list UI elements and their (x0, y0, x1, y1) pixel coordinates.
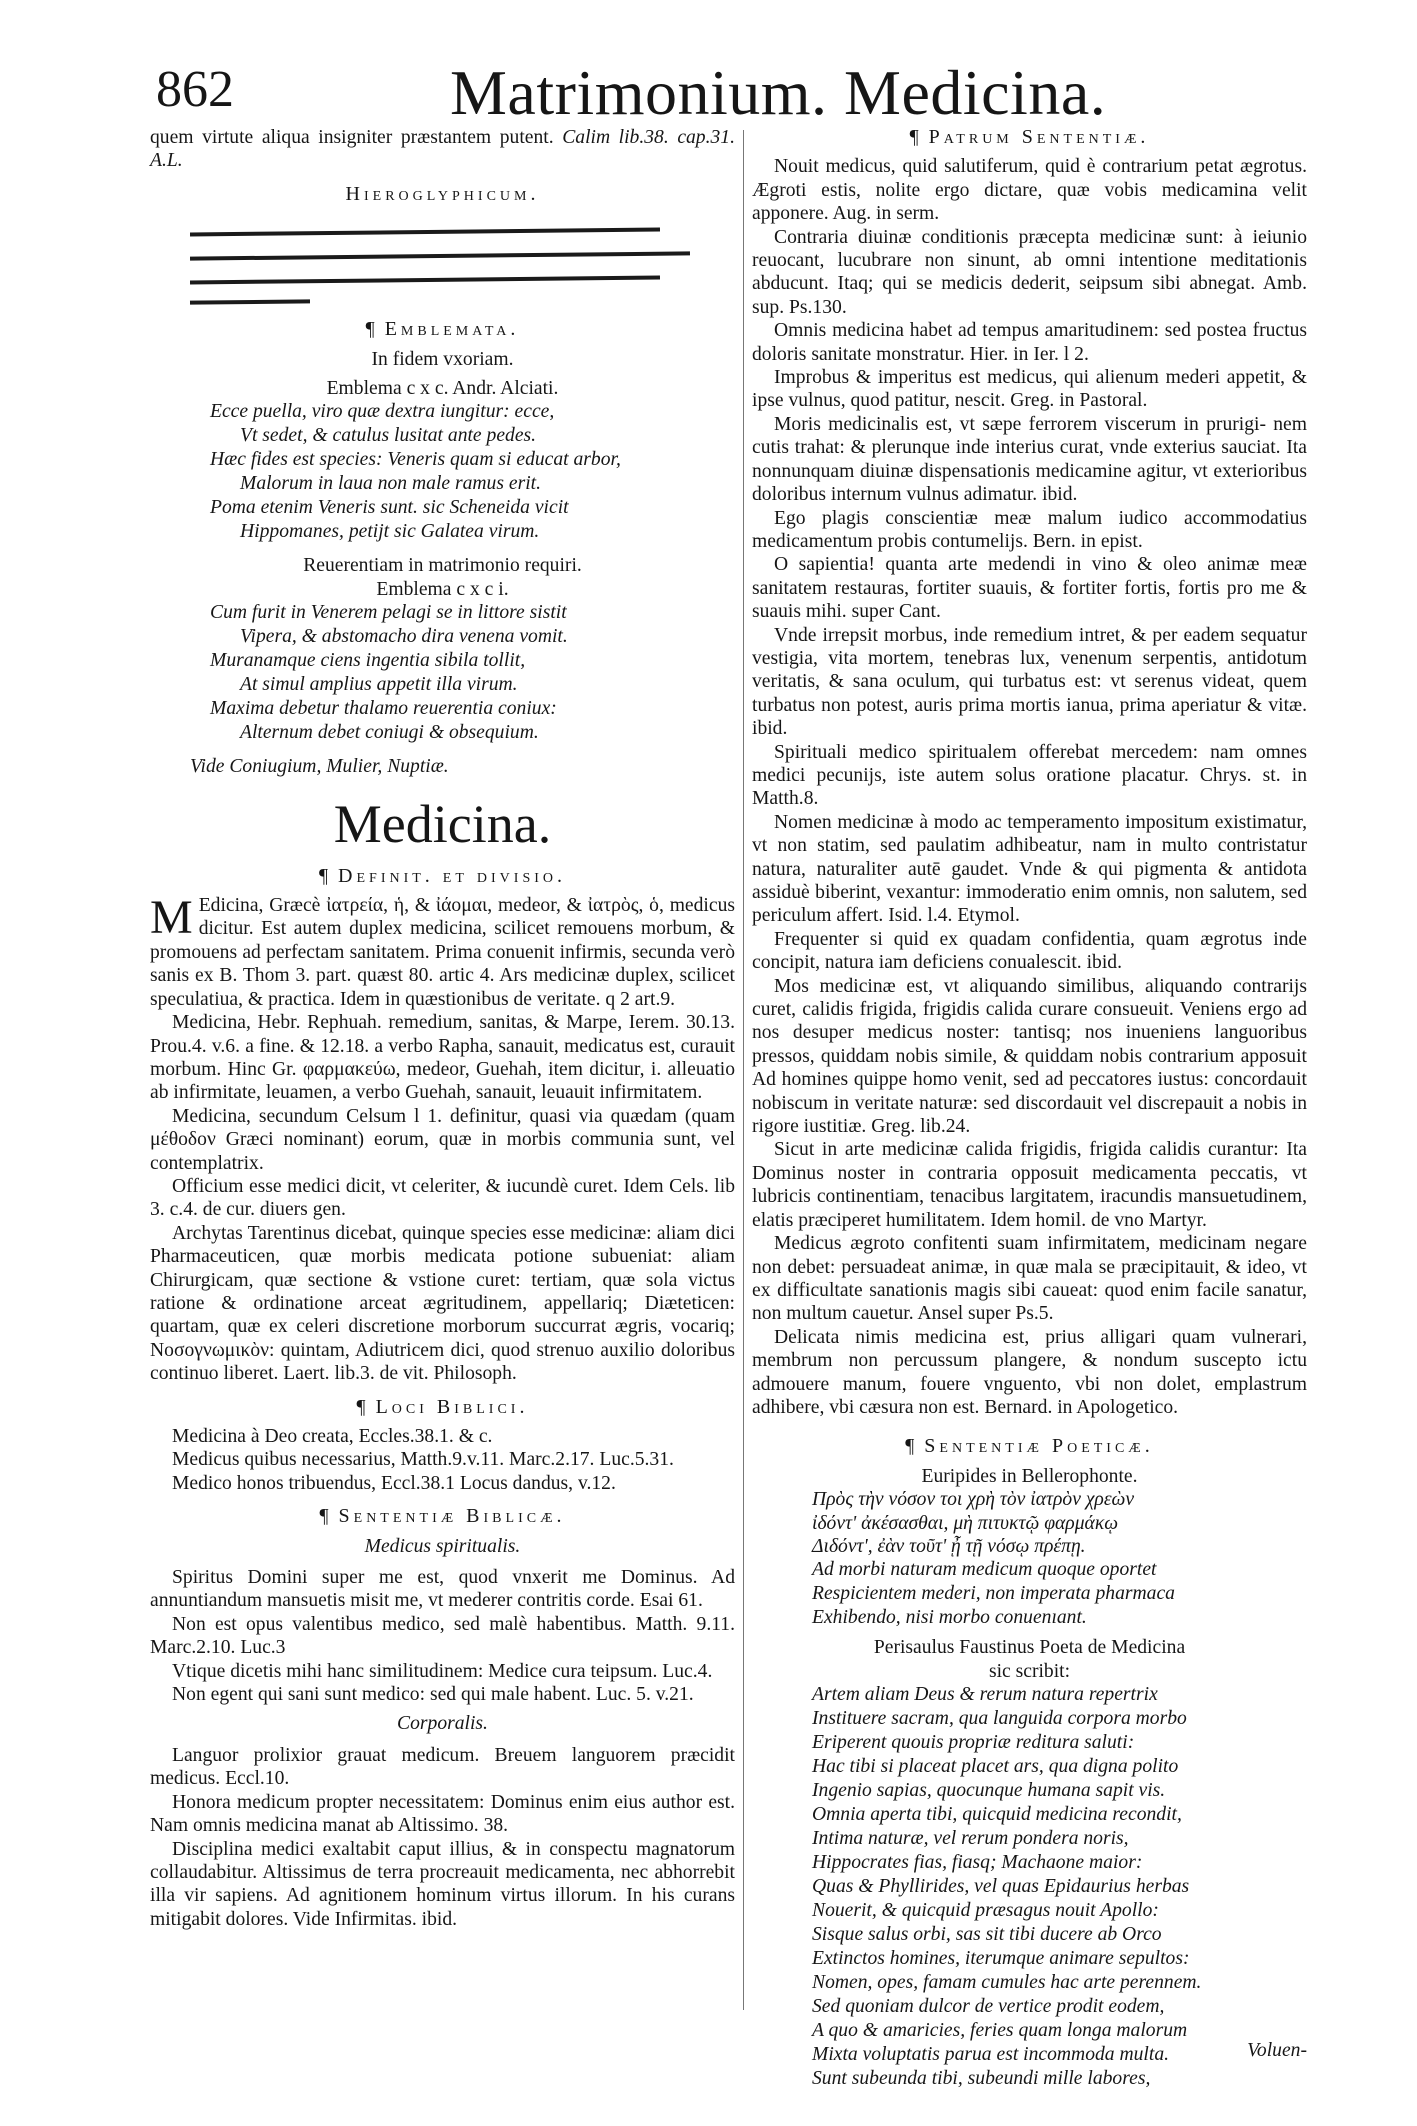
verse-line: Extinctos homines, iterumque animare sepultos: (812, 1948, 1190, 1970)
verse-line: Hippomanes, petijt sic Galatea virum. (240, 521, 540, 543)
verse-line: Mixta voluptatis parua est incommoda multa. (812, 2044, 1170, 2066)
page-number: 862 (156, 61, 234, 118)
verse-line: Alternum debet coniugi & obsequium. (240, 722, 539, 744)
drop-cap: M (150, 891, 193, 945)
biblical-paragraph: Honora medicum propter necessitatem: Dominus enim eius author est. Nam omnis medicina manat ab Altissimo. 38. (150, 1791, 735, 1837)
strike-line (190, 228, 660, 237)
emblem-topic: Reuerentiam in matrimonio requiri. (303, 555, 582, 577)
verse-line: Intima naturæ, vel rerum pondera noris, (812, 1828, 1129, 1850)
loci-line: Medicus quibus necessarius, Matth.9.v.11. Marc.2.17. Luc.5.31. (172, 1449, 674, 1471)
verse-line: Muranamque ciens ingentia sibila tollit, (210, 650, 526, 672)
struck-through-passage (150, 212, 735, 308)
verse-line: Instituere sacram, qua languida corpora morbo (812, 1708, 1187, 1730)
emblem-title: Emblema c x c. Andr. Alciati. (326, 378, 559, 400)
biblical-paragraph: Non est opus valentibus medico, sed malè habentibus. Matth. 9.11. Marc.2.10. Luc.3 (150, 1613, 735, 1659)
patrum-paragraph: O sapientia! quanta arte medendi in vino & oleo animæ meæ sanitatem restauras, fortiter suauis, & fortiter fortis, fortis pro me & suauis mihi. super Cant. (752, 554, 1307, 623)
subheading-corporalis: Corporalis. (397, 1713, 488, 1735)
loci-line: Medico honos tribuendus, Eccl.38.1 Locus dandus, v.12. (172, 1472, 616, 1494)
verse-line: Eriperent quouis propriæ reditura saluti: (812, 1732, 1135, 1754)
verse-line: Exhibendo, nisi morbo conuenıant. (812, 1607, 1087, 1629)
biblical-paragraph: Spiritus Domini super me est, quod vnxerit me Dominus. Ad annuntiandum mansuetis misit me, vt mederer contritis corde. Esai 61. (150, 1567, 735, 1612)
patrum-paragraph: Vnde irrepsit morbus, inde remedium intret, & per eadem sequatur vestigia, vita mortem, tenebras lux, venenum serpentis, antidotum veritatis, & sana oculum, qui turbatus est: vt serenus videat, quem turbatus non potest, auris prima mortis ianua, prima aperiatur & vitæ. ibid. (752, 624, 1307, 740)
greek-verse: ἰδόντ' ἀκέσασθαι, μὴ πιτυκτῷ φαρμάκῳ (812, 1512, 1119, 1534)
definit-paragraph: M Edicina, Græcè ἰατρεία, ἡ, & ἰάομαι, medeor, & ἰατρὸς, ὁ, medicus dicitur. Est autem duplex medicina, scilicet remouens morbum, & promouens ad perfectam sanitatem. Prima conuenit infirmis, secunda verò sanis ex B. Thom 3. part. quæst 80. artic 4. Ars medicinæ duplex, scilicet speculatiua, & practica. Idem in quæstionibus de veritate. q 2 art.9. (150, 891, 735, 1010)
patrum-paragraph: Improbus & imperitus est medicus, qui alienum mederi appetit, & ipse vulnus, quod patitur, nescit. Greg. in Pastoral. (752, 367, 1307, 412)
definit-paragraph: Medicina, secundum Celsum l 1. definitur, quasi via quædam (quam μέθοδον Græci nominant) eorum, quæ in morbis communia sunt, vel contemplatrix. (150, 1105, 735, 1174)
definit-paragraph: Officium esse medici dicit, vt celeriter, & iucundè curet. Idem Cels. lib 3. c.4. de cur. diuers gen. (150, 1175, 735, 1221)
right-column (752, 126, 1307, 2091)
patrum-paragraph: Omnis medicina habet ad tempus amaritudinem: sed postea fructus doloris sanitate monstratur. Hier. in Ier. l 2. (752, 320, 1307, 365)
verse-line: Nouerit, & quicquid præsagus nouit Apollo: (812, 1900, 1159, 1922)
verse-line: Quas & Phyllirides, vel quas Epidaurius herbas (812, 1876, 1190, 1898)
emblem-verses (150, 601, 735, 745)
verse-line: Maxima debetur thalamo reuerentia coniux: (210, 698, 557, 720)
verse-line: Ad morbi naturam medicum quoque oportet (812, 1559, 1157, 1581)
left-column (150, 126, 735, 1931)
emblem-title: Emblema c x c i. (376, 578, 509, 600)
loci-line: Medicina à Deo creata, Eccles.38.1. & c. (172, 1426, 493, 1447)
subheading-spiritualis: Medicus spiritualis. (364, 1535, 521, 1557)
patrum-paragraph: Spirituali medico spiritualem offerebat mercedem: nam omnes medici pecunijs, iste autem solus oratione placatur. Chrys. st. in Matth.8. (752, 741, 1307, 810)
loci-biblici-heading: ¶ Loci Biblici. (356, 1395, 529, 1418)
hieroglyphicum-heading: Hieroglyphicum. (345, 182, 540, 205)
biblical-paragraph: Disciplina medici exaltabit caput illius, & in conspectu magnatorum collaudabitur. Altissimus de terra procreauit medicamenta, nec abhorrebit illa vir sapiens. Ad agnitionem hominum virtus illorum. In his curans mitigabit dolores. Vide Infirmitas. ibid. (150, 1838, 735, 1930)
verse-line: Sisque salus orbi, sas sit tibi ducere ab Orco (812, 1924, 1162, 1946)
patrum-paragraph: Moris medicinalis est, vt sæpe ferrorem viscerum in prurigi- nem cutis trahat: & plerunque inde interius curat, vnde exterius sauciat. Ita nonnunquam diuinæ dispensationis medicamine agitur, vt exterioribus doloribus internum vulnus adimatur. ibid. (752, 413, 1307, 506)
column-divider (743, 130, 744, 2010)
biblical-paragraph: Vtique dicetis mihi hanc similitudinem: Medice cura teipsum. Luc.4. (172, 1660, 713, 1682)
running-title: Matrimonium. Medicina. (450, 57, 1107, 128)
patrum-paragraph: Ego plagis conscientiæ meæ malum iudico accommodatius medicamentum probis contumelijs. Bern. in epist. (752, 507, 1307, 552)
patrum-heading: ¶ Patrum Sententiæ. (909, 126, 1150, 148)
verse-line: Ingenio sapias, quocunque humana sapit vis. (812, 1780, 1166, 1802)
verse-line: Hac tibi si placeat placet ars, qua digna polito (812, 1756, 1179, 1778)
emblem-topic: In fidem vxoriam. (371, 348, 514, 370)
biblical-paragraph: Languor prolixior grauat medicum. Breuem languorem præcidit medicus. Eccl.10. (150, 1744, 735, 1790)
verse-line: Hippocrates fias, fiasq; Machaone maior: (812, 1852, 1143, 1874)
verse-line: Artem aliam Deus & rerum natura repertrix (812, 1684, 1158, 1706)
verse-line: Nomen, opes, famam cumules hac arte perennem. (812, 1972, 1202, 1994)
patrum-paragraph: Sicut in arte medicinæ calida frigidis, frigida calidis curantur: Ita Dominus noster in contraria opposuit medicamenta peccatis, vt lubricis continentiam, tenacibus largitatem, iracundis mansuetudinem, elatis præciperet humilitatem. Idem homil. de vno Martyr. (752, 1139, 1307, 1231)
perisaulus-verses (752, 1683, 1307, 2091)
strike-line (190, 252, 690, 261)
verse-line: Sunt subeunda tibi, subeundi mille labores, (812, 2068, 1151, 2090)
definit-paragraph: Medicina, Hebr. Rephuah. remedium, sanitas, & Marpe, Ierem. 30.13. Prou.4. v.6. a fine. & 12.18. a verbo Rapha, sanauit, medicatus est, curauit morbum. Hinc Gr. φαρμακεύω, medeor, Guehah, item dicitur, i. alleuatio ab infirmitate, leuamen, a verbo Guehah, sanauit, leuauit infirmitatem. (150, 1012, 735, 1104)
intro-line: quem virtute aliqua insigniter præstantem putent. Calim lib.38. cap.31. A.L. (150, 127, 735, 172)
definit-heading: ¶ Definit. et divisio. (318, 864, 567, 887)
patrum-paragraph: Frequenter si quid ex quadam confidentia, quam ægrotus inde concipit, natura iam deficiens conualescit. ibid. (752, 928, 1307, 974)
verse-line: Malorum in laua non male ramus erit. (240, 473, 541, 495)
greek-verse: Πρὸς τὴν νόσον τοι χρὴ τὸν ἰατρὸν χρεὼν (812, 1489, 1135, 1511)
patrum-paragraph: Delicata nimis medicina est, prius alligari quam vulnerari, membrum non percussum plangere, & nondum suscepto ictu admouere manum, fouere vnguento, vbi non dolet, emplastrum adhibere, vbi cæsura non est. Bernard. in Apologetico. (752, 1326, 1307, 1418)
sententiae-poeticae-heading: ¶ Sententiæ Poeticæ. (905, 1435, 1154, 1458)
catchword: Voluen- (1247, 2040, 1307, 2061)
verse-line: Ecce puella, viro quæ dextra iungitur: ecce, (210, 401, 555, 423)
verse-line: Sed quoniam dulcor de vertice prodit eodem, (812, 1996, 1165, 2018)
emblem-verses (150, 400, 735, 544)
emblemata-heading: ¶ Emblemata. (365, 318, 520, 341)
patrum-paragraph: Mos medicinæ est, vt aliquando similibus, aliquando contrarijs curet, calidis frigida, frigidis calida curare consueuit. Veniens ergo ad nos desuper medicus noster: tantisq; nos inueniens languoribus pressos, quiddam nobis simile, & quiddam nobis contrarium apposuit Ad homines quippe homo venit, sed ad peccatores iustus: concordauit nobiscum in veritate naturæ: sed discordauit vel discrepauit a nobis in rigore iustitiæ. Greg. lib.24. (752, 975, 1307, 1138)
verse-line: Vt sedet, & catulus lusitat ante pedes. (240, 425, 537, 447)
strike-line (190, 300, 310, 305)
poem-source-subtitle: sic scribit: (988, 1660, 1071, 1682)
biblical-paragraph: Non egent qui sani sunt medico: sed qui male habent. Luc. 5. v.21. (172, 1684, 694, 1706)
patrum-paragraph: Medicus ægroto confitenti suam infirmitatem, medicinam negare non debet: persuadeat animæ, in quæ mala se præcipitauit, & ideo, vt ex difficultate sanationis magis sibi caueat: quod enim facile sanatur, non multum cauetur. Ansel super Ps.5. (752, 1233, 1307, 1325)
greek-verse: Διδόντ', ἐὰν τοῦτ' ᾖ τῇ νόσῳ πρέπῃ. (812, 1535, 1086, 1557)
verse-line: Poma etenim Veneris sunt. sic Scheneida vicit (210, 497, 569, 519)
poem-source-title: Perisaulus Faustinus Poeta de Medicina (873, 1637, 1186, 1659)
patrum-paragraph: Nouit medicus, quid salutiferum, quid è contrarium petat ægrotus. Ægroti estis, nolite ergo dictare, quæ vobis medicamina velit apponere. Aug. in serm. (752, 156, 1307, 225)
verse-line: A quo & amaricies, feries quam longa malorum (812, 2020, 1188, 2042)
see-also-line: Vide Coniugium, Mulier, Nuptiæ. (190, 756, 449, 778)
patrum-paragraph: Nomen medicinæ à modo ac temperamento impositum existimatur, vt non statim, sed paulatim adhibeatur, nam in multo contristatur natura, naturaliter autē gaudet. Vnde & qui pigmenta & antidota assiduè biberint, vexantur: immoderatio enim omnis, non salutem, sed periculum affert. Isid. l.4. Etymol. (752, 811, 1307, 927)
verse-line: At simul amplius appetit illa virum. (240, 674, 518, 696)
verse-line: Vipera, & abstomacho dira venena vomit. (240, 626, 568, 648)
strike-line (190, 276, 660, 285)
section-title-medicina: Medicina. (333, 793, 552, 854)
definit-paragraph: Archytas Tarentinus dicebat, quinque species esse medicinæ: aliam dici Pharmaceuticen, quæ morbis medicata potione subueniat: aliam Chirurgicam, quæ sectione & vstione curet: tertiam, quæ sola victus ratione & ordinatione arceat ægritudinem, appellariq; Diæteticen: quartam, quæ ex celeri discretione morborum succurrat ægris, vocariq; Νοσογνωμικὸν: quintam, Adiutricem dici, quod strenuo auxilio doloribus continuo liberet. Laert. lib.3. de vit. Philosoph. (150, 1222, 735, 1385)
poem-source-title: Euripides in Bellerophonte. (921, 1465, 1138, 1487)
patrum-paragraph: Contraria diuinæ conditionis præcepta medicinæ sunt: à ieiunio reuocant, lucubrare non sinunt, ab omni intentione meditationis abducunt. Itaq; qui se medicis dederit, seipsum sibi abnegat. Amb. sup. Ps.130. (752, 226, 1307, 318)
sententiae-biblicae-heading: ¶ Sententiæ Biblicæ. (319, 1505, 566, 1528)
verse-line: Respicientem mederi, non imperata pharmaca (812, 1583, 1175, 1605)
verse-line: Hæc fides est species: Veneris quam si educat arbor, (210, 449, 621, 471)
verse-line: Omnia aperta tibi, quicquid medicina recondit, (812, 1804, 1182, 1826)
verse-line: Cum furit in Venerem pelagi se in littore sistit (210, 602, 567, 624)
